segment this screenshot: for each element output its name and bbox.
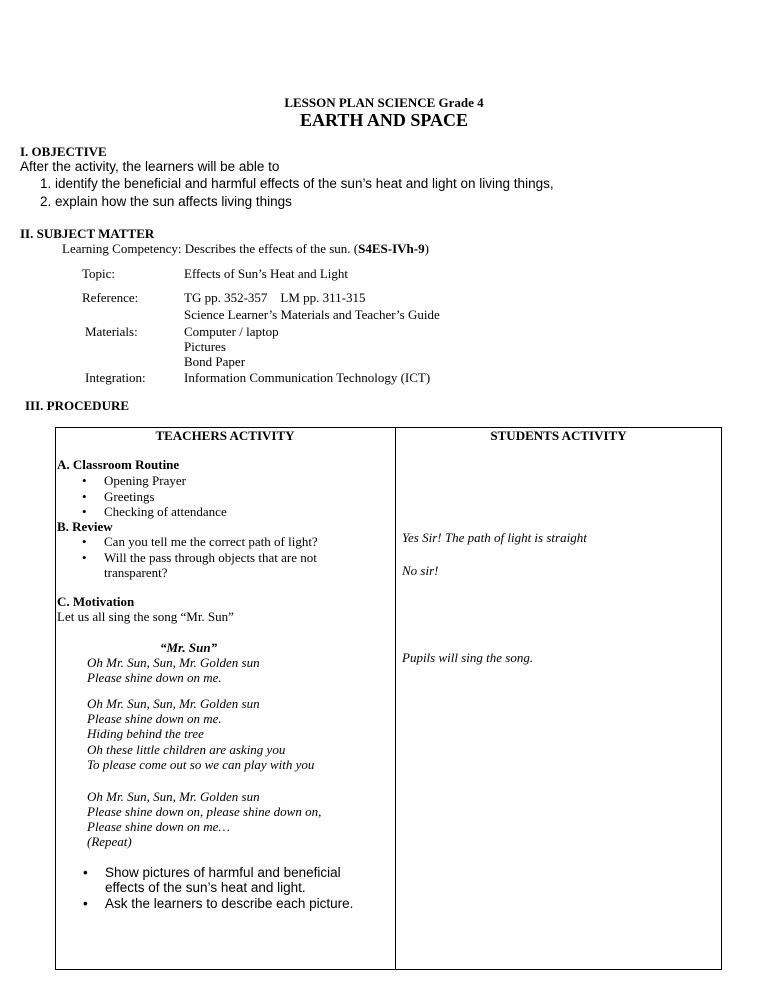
student-response: Pupils will sing the song. (402, 650, 534, 665)
topic-value: Effects of Sun’s Heat and Light (184, 266, 349, 281)
song-line: Hiding behind the tree (87, 726, 204, 741)
routine-item: • Opening Prayer (104, 473, 186, 488)
routine-item: • Checking of attendance (104, 504, 227, 519)
song-line: Oh Mr. Sun, Sun, Mr. Golden sun (87, 696, 260, 711)
objective-heading: I. OBJECTIVE (20, 144, 107, 159)
reference-value: Science Learner’s Materials and Teacher’s Guide (184, 307, 440, 322)
student-response: Yes Sir! The path of light is straight (402, 530, 587, 545)
song-line: Oh Mr. Sun, Sun, Mr. Golden sun (87, 789, 260, 804)
task-item: • Ask the learners to describe each picture. (105, 896, 353, 911)
motivation-heading: C. Motivation (57, 594, 135, 609)
task-item-cont: effects of the sun’s heat and light. (105, 880, 306, 895)
doc-subtitle: LESSON PLAN SCIENCE Grade 4 (284, 95, 484, 110)
subject-heading: II. SUBJECT MATTER (20, 226, 155, 241)
motivation-intro: Let us all sing the song “Mr. Sun” (57, 609, 234, 624)
materials-label: Materials: (85, 324, 138, 339)
objective-intro: After the activity, the learners will be able to (20, 159, 280, 174)
review-item: • Will the pass through objects that are not (104, 550, 317, 565)
song-line: (Repeat) (87, 834, 132, 849)
reference-value: TG pp. 352-357 LM pp. 311-315 (184, 290, 366, 305)
learning-competency: Learning Competency: Describes the effects of the sun. (S4ES-IVh-9) (62, 241, 429, 256)
integration-value: Information Communication Technology (ICT) (184, 370, 431, 385)
classroom-routine-heading: A. Classroom Routine (57, 457, 180, 472)
task-item: • Show pictures of harmful and beneficial (105, 865, 341, 880)
student-column-header: STUDENTS ACTIVITY (490, 428, 627, 443)
objective-item: 2. explain how the sun affects living things (40, 194, 292, 209)
objective-item: 1. identify the beneficial and harmful effects of the sun’s heat and light on living things, (40, 176, 554, 191)
review-item-cont: transparent? (104, 565, 168, 580)
teacher-column-header: TEACHERS ACTIVITY (155, 428, 295, 443)
topic-label: Topic: (82, 266, 116, 281)
review-item: • Can you tell me the correct path of light? (104, 534, 318, 549)
integration-label: Integration: (85, 370, 146, 385)
doc-title: EARTH AND SPACE (299, 110, 469, 130)
song-title: “Mr. Sun” (160, 640, 218, 655)
song-line: Please shine down on me. (87, 670, 222, 685)
procedure-heading: III. PROCEDURE (25, 398, 130, 413)
material-item: Pictures (184, 339, 226, 354)
song-line: Please shine down on me… (87, 819, 230, 834)
material-item: Bond Paper (184, 354, 246, 369)
review-heading: B. Review (57, 519, 113, 534)
reference-label: Reference: (82, 290, 139, 305)
song-line: Please shine down on me. (87, 711, 222, 726)
student-response: No sir! (402, 563, 439, 578)
table-divider (395, 427, 396, 970)
song-line: To please come out so we can play with you (87, 757, 315, 772)
song-line: Oh these little children are asking you (87, 742, 286, 757)
song-line: Please shine down on, please shine down on, (87, 804, 322, 819)
material-item: Computer / laptop (184, 324, 279, 339)
song-line: Oh Mr. Sun, Sun, Mr. Golden sun (87, 655, 260, 670)
routine-item: • Greetings (104, 489, 155, 504)
